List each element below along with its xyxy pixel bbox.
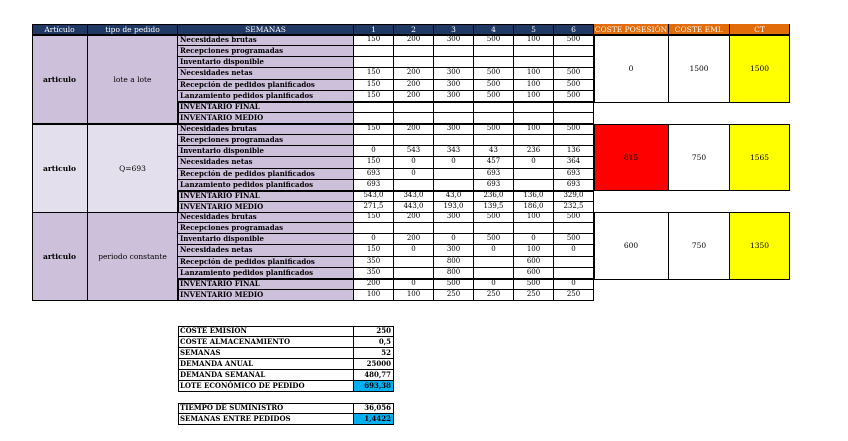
week-cell[interactable]: 200 <box>394 35 434 46</box>
week-cell[interactable] <box>514 169 554 180</box>
block-articulo[interactable]: articulo <box>32 212 88 301</box>
inventory-row-label: INVENTARIO MEDIO <box>178 113 354 124</box>
week-cell[interactable]: 500 <box>474 234 514 245</box>
param-value[interactable]: 480,77 <box>354 370 394 381</box>
week-cell[interactable]: 150 <box>354 35 394 46</box>
week-cell[interactable] <box>354 113 394 124</box>
ct-value[interactable]: 1565 <box>730 124 790 191</box>
header-week-5[interactable]: 5 <box>514 24 554 35</box>
week-cell[interactable] <box>514 113 554 124</box>
week-cell[interactable] <box>554 57 594 68</box>
week-cell[interactable] <box>474 223 514 234</box>
week-cell[interactable]: 0 <box>474 245 514 256</box>
inventory-row-label: INVENTARIO FINAL <box>178 279 354 290</box>
week-cell[interactable] <box>514 102 554 113</box>
week-cell[interactable]: 300 <box>434 80 474 91</box>
week-cell[interactable]: 200 <box>394 234 434 245</box>
week-cell[interactable]: 100 <box>514 245 554 256</box>
week-cell[interactable]: 500 <box>474 124 514 135</box>
week-cell[interactable] <box>394 113 434 124</box>
row-label: Lanzamiento pedidos planificados <box>178 91 354 102</box>
coste-emi-value[interactable]: 750 <box>669 124 730 191</box>
row-label: Necesidades brutas <box>178 212 354 223</box>
row-label: Recepciones programadas <box>178 223 354 234</box>
week-cell[interactable]: 250 <box>554 290 594 301</box>
week-cell[interactable]: 200 <box>354 279 394 290</box>
week-cell[interactable] <box>474 268 514 279</box>
week-cell[interactable] <box>394 135 434 146</box>
param-value[interactable]: 25000 <box>354 359 394 370</box>
week-cell[interactable] <box>514 46 554 57</box>
coste-posesion-value[interactable]: 600 <box>594 212 669 280</box>
week-cell[interactable]: 300 <box>434 91 474 102</box>
week-cell[interactable]: 0 <box>394 169 434 180</box>
week-cell[interactable]: 0 <box>434 234 474 245</box>
week-cell[interactable]: 500 <box>554 91 594 102</box>
week-cell[interactable] <box>354 102 394 113</box>
week-cell[interactable]: 200 <box>394 124 434 135</box>
inventory-row-label: INVENTARIO FINAL <box>178 191 354 202</box>
header-week-3[interactable]: 3 <box>434 24 474 35</box>
week-cell[interactable] <box>514 223 554 234</box>
week-cell[interactable] <box>554 268 594 279</box>
header-week-1[interactable]: 1 <box>354 24 394 35</box>
header-ct[interactable]: CT <box>730 24 790 35</box>
week-cell[interactable] <box>394 268 434 279</box>
week-cell[interactable]: 0 <box>554 245 594 256</box>
week-cell[interactable]: 500 <box>514 279 554 290</box>
week-cell[interactable]: 600 <box>514 268 554 279</box>
week-cell[interactable] <box>394 102 434 113</box>
week-cell[interactable]: 500 <box>554 35 594 46</box>
row-label: Lanzamiento pedidos planificados <box>178 268 354 279</box>
ct-value[interactable]: 1500 <box>730 35 790 103</box>
param-label: SEMANAS <box>178 348 354 359</box>
param2-label: TIEMPO DE SUMINISTRO <box>178 403 354 414</box>
week-cell[interactable]: 0 <box>394 157 434 168</box>
week-cell[interactable]: 136,0 <box>514 191 554 202</box>
week-cell[interactable]: 0 <box>394 279 434 290</box>
week-cell[interactable]: 0 <box>554 279 594 290</box>
block-articulo[interactable]: articulo <box>32 35 88 124</box>
row-label: Inventario disponible <box>178 234 354 245</box>
week-cell[interactable]: 693 <box>474 180 514 191</box>
week-cell[interactable]: 300 <box>434 212 474 223</box>
week-cell[interactable] <box>554 113 594 124</box>
week-cell[interactable] <box>394 180 434 191</box>
week-cell[interactable] <box>474 46 514 57</box>
week-cell[interactable]: 300 <box>434 245 474 256</box>
week-cell[interactable]: 500 <box>474 80 514 91</box>
week-cell[interactable] <box>354 46 394 57</box>
week-cell[interactable]: 100 <box>354 290 394 301</box>
week-cell[interactable] <box>554 223 594 234</box>
inventory-row-label: INVENTARIO MEDIO <box>178 290 354 301</box>
week-cell[interactable]: 139,5 <box>474 202 514 213</box>
block-articulo[interactable]: articulo <box>32 124 88 213</box>
row-label: Necesidades netas <box>178 157 354 168</box>
week-cell[interactable]: 300 <box>434 124 474 135</box>
week-cell[interactable]: 0 <box>514 157 554 168</box>
week-cell[interactable] <box>474 135 514 146</box>
week-cell[interactable] <box>474 257 514 268</box>
coste-emi-value[interactable]: 1500 <box>669 35 730 103</box>
week-cell[interactable] <box>474 113 514 124</box>
week-cell[interactable] <box>514 180 554 191</box>
week-cell[interactable] <box>554 257 594 268</box>
week-cell[interactable] <box>434 57 474 68</box>
week-cell[interactable]: 150 <box>354 80 394 91</box>
header-coste-emi[interactable]: COSTE EMI. <box>669 24 730 35</box>
week-cell[interactable]: 300 <box>434 68 474 79</box>
inventory-row-label: INVENTARIO FINAL <box>178 102 354 113</box>
week-cell[interactable] <box>354 223 394 234</box>
week-cell[interactable]: 693 <box>554 180 594 191</box>
week-cell[interactable]: 250 <box>434 290 474 301</box>
week-cell[interactable]: 443,0 <box>394 202 434 213</box>
week-cell[interactable]: 800 <box>434 268 474 279</box>
week-cell[interactable]: 100 <box>514 212 554 223</box>
week-cell[interactable]: 500 <box>474 68 514 79</box>
week-cell[interactable]: 0 <box>354 146 394 157</box>
week-cell[interactable]: 250 <box>514 290 554 301</box>
row-label: Necesidades netas <box>178 68 354 79</box>
block-tipo-pedido[interactable]: Q=693 <box>88 124 178 213</box>
week-cell[interactable]: 364 <box>554 157 594 168</box>
week-cell[interactable]: 136 <box>554 146 594 157</box>
row-label: Recepciones programadas <box>178 135 354 146</box>
week-cell[interactable]: 500 <box>434 279 474 290</box>
ct-value[interactable]: 1350 <box>730 212 790 280</box>
week-cell[interactable]: 500 <box>554 234 594 245</box>
row-label: Recepción de pedidos planificados <box>178 257 354 268</box>
row-label: Recepción de pedidos planificados <box>178 80 354 91</box>
week-cell[interactable]: 693 <box>354 180 394 191</box>
week-cell[interactable] <box>354 57 394 68</box>
param2-value[interactable]: 36,056 <box>354 403 394 414</box>
week-cell[interactable] <box>394 223 434 234</box>
block-tipo-pedido[interactable]: lote a lote <box>88 35 178 124</box>
week-cell[interactable]: 236,0 <box>474 191 514 202</box>
row-label: Lanzamiento pedidos planificados <box>178 180 354 191</box>
week-cell[interactable] <box>434 135 474 146</box>
param-value[interactable]: 52 <box>354 348 394 359</box>
param-value[interactable]: 693,38 <box>354 381 394 392</box>
week-cell[interactable]: 236 <box>514 146 554 157</box>
week-cell[interactable] <box>434 180 474 191</box>
week-cell[interactable]: 500 <box>554 212 594 223</box>
week-cell[interactable] <box>554 135 594 146</box>
week-cell[interactable]: 100 <box>514 80 554 91</box>
header-week-2[interactable]: 2 <box>394 24 434 35</box>
header-coste-posesion[interactable]: COSTE POSESIÓN <box>594 25 668 34</box>
block-tipo-pedido[interactable]: periodo constante <box>88 212 178 301</box>
week-cell[interactable]: 543 <box>394 146 434 157</box>
param-label: COSTE EMISIÓN <box>178 326 354 337</box>
row-label: Inventario disponible <box>178 57 354 68</box>
param-label: COSTE ALMACENAMIENTO <box>178 337 354 348</box>
week-cell[interactable]: 0 <box>354 234 394 245</box>
week-cell[interactable]: 150 <box>354 157 394 168</box>
row-label: Recepción de pedidos planificados <box>178 169 354 180</box>
param2-value[interactable]: 1,4422 <box>354 414 394 425</box>
inventory-row-label: INVENTARIO MEDIO <box>178 202 354 213</box>
week-cell[interactable]: 693 <box>554 169 594 180</box>
week-cell[interactable]: 193,0 <box>434 202 474 213</box>
week-cell[interactable] <box>394 57 434 68</box>
week-cell[interactable]: 300 <box>434 35 474 46</box>
param-label: DEMANDA SEMANAL <box>178 370 354 381</box>
param-value[interactable]: 0,5 <box>354 337 394 348</box>
week-cell[interactable]: 100 <box>394 290 434 301</box>
week-cell[interactable]: 350 <box>354 257 394 268</box>
header-semanas[interactable]: SEMANAS <box>178 24 354 35</box>
coste-posesion-value[interactable]: 0 <box>594 35 669 103</box>
row-label: Necesidades brutas <box>178 124 354 135</box>
header-articulo[interactable]: Artículo <box>32 24 88 35</box>
week-cell[interactable]: 43,0 <box>434 191 474 202</box>
week-cell[interactable]: 500 <box>554 124 594 135</box>
week-cell[interactable] <box>434 113 474 124</box>
week-cell[interactable] <box>434 223 474 234</box>
week-cell[interactable] <box>394 257 434 268</box>
week-cell[interactable] <box>514 135 554 146</box>
week-cell[interactable]: 543,0 <box>354 191 394 202</box>
week-cell[interactable]: 100 <box>514 91 554 102</box>
week-cell[interactable]: 500 <box>554 68 594 79</box>
week-cell[interactable]: 0 <box>434 157 474 168</box>
week-cell[interactable] <box>394 46 434 57</box>
week-cell[interactable]: 500 <box>474 212 514 223</box>
week-cell[interactable]: 800 <box>434 257 474 268</box>
week-cell[interactable]: 100 <box>514 124 554 135</box>
week-cell[interactable]: 329,0 <box>554 191 594 202</box>
week-cell[interactable]: 150 <box>354 91 394 102</box>
week-cell[interactable] <box>474 57 514 68</box>
week-cell[interactable]: 200 <box>394 91 434 102</box>
week-cell[interactable] <box>354 135 394 146</box>
week-cell[interactable]: 200 <box>394 80 434 91</box>
param2-label: SEMANAS ENTRE PEDIDOS <box>178 414 354 425</box>
row-label: Recepciones programadas <box>178 46 354 57</box>
week-cell[interactable] <box>474 102 514 113</box>
week-cell[interactable]: 0 <box>474 279 514 290</box>
week-cell[interactable]: 350 <box>354 268 394 279</box>
param-value[interactable]: 250 <box>354 326 394 337</box>
week-cell[interactable]: 200 <box>394 212 434 223</box>
week-cell[interactable]: 200 <box>394 68 434 79</box>
week-cell[interactable]: 600 <box>514 257 554 268</box>
week-cell[interactable]: 693 <box>474 169 514 180</box>
week-cell[interactable] <box>554 102 594 113</box>
week-cell[interactable]: 150 <box>354 68 394 79</box>
week-cell[interactable] <box>434 102 474 113</box>
week-cell[interactable]: 0 <box>394 245 434 256</box>
header-week-4[interactable]: 4 <box>474 24 514 35</box>
header-week-6[interactable]: 6 <box>554 24 594 35</box>
param-label: DEMANDA ANUAL <box>178 359 354 370</box>
week-cell[interactable]: 186,0 <box>514 202 554 213</box>
week-cell[interactable]: 150 <box>354 124 394 135</box>
week-cell[interactable]: 150 <box>354 212 394 223</box>
week-cell[interactable]: 343,0 <box>394 191 434 202</box>
week-cell[interactable]: 150 <box>354 245 394 256</box>
week-cell[interactable] <box>434 46 474 57</box>
week-cell[interactable]: 457 <box>474 157 514 168</box>
week-cell[interactable]: 43 <box>474 146 514 157</box>
week-cell[interactable]: 250 <box>474 290 514 301</box>
row-label: Necesidades netas <box>178 245 354 256</box>
header-tipo-pedido[interactable]: tipo de pedido <box>88 24 178 35</box>
week-cell[interactable]: 500 <box>554 80 594 91</box>
week-cell[interactable]: 500 <box>474 35 514 46</box>
week-cell[interactable]: 232,5 <box>554 202 594 213</box>
week-cell[interactable]: 0 <box>514 234 554 245</box>
row-label: Necesidades brutas <box>178 35 354 46</box>
week-cell[interactable]: 693 <box>354 169 394 180</box>
week-cell[interactable]: 100 <box>514 35 554 46</box>
week-cell[interactable] <box>554 46 594 57</box>
week-cell[interactable]: 271,5 <box>354 202 394 213</box>
week-cell[interactable] <box>514 57 554 68</box>
week-cell[interactable]: 500 <box>474 91 514 102</box>
week-cell[interactable]: 343 <box>434 146 474 157</box>
week-cell[interactable] <box>434 169 474 180</box>
param-label: LOTE ECONÓMICO DE PEDIDO <box>178 381 354 392</box>
row-label: Inventario disponible <box>178 146 354 157</box>
week-cell[interactable]: 100 <box>514 68 554 79</box>
coste-emi-value[interactable]: 750 <box>669 212 730 280</box>
coste-posesion-value[interactable]: 815 <box>594 124 669 191</box>
